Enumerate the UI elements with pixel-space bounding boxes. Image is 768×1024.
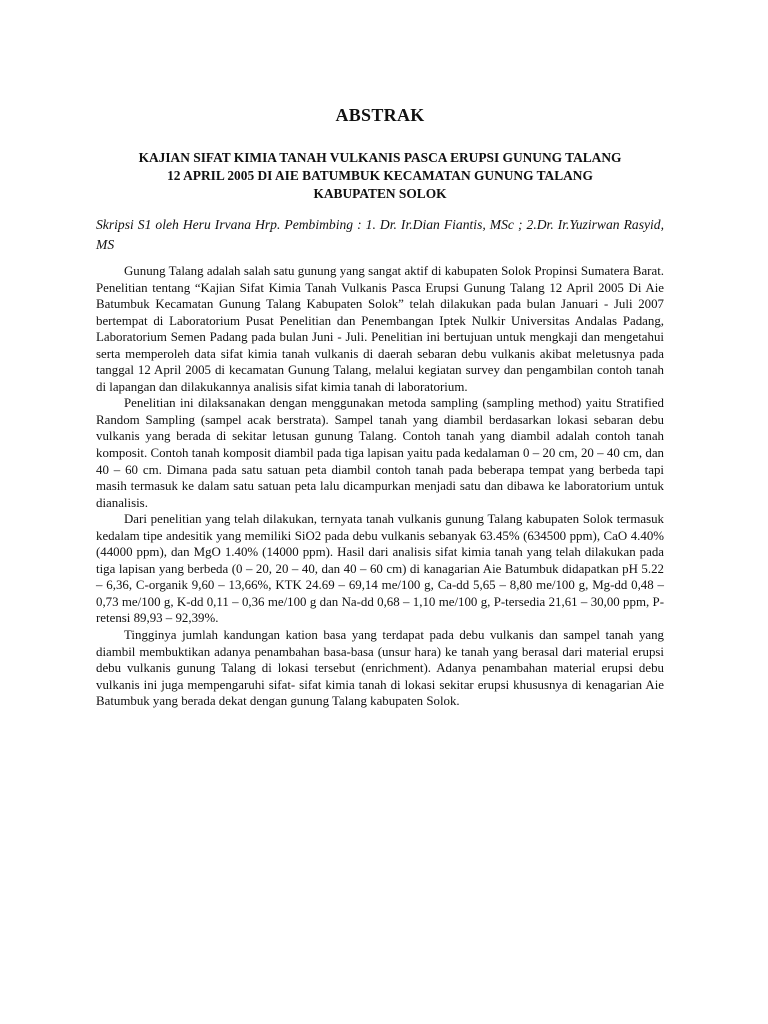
title-line: KABUPATEN SOLOK [313,186,447,201]
document-title [96,149,664,203]
paragraph: Penelitian ini dilaksanakan dengan menggunakan metoda sampling (sampling method) yaitu Stratified Random Sampling (sampel acak berstrata). Sampel tanah yang diambil berdasarkan lokasi sebaran debu vulkanis yang berada di sekitar letusan gunung Talang. Contoh tanah yang diambil adalah contoh tanah komposit. Contoh tanah komposit diambil pada tiga lapisan yaitu pada kedalaman 0 – 20 cm, 20 – 40 cm, dan 40 – 60 cm. Dimana pada satu satuan peta diambil contoh tanah pada beberapa tempat yang berbeda tapi masih termasuk ke dalam satu satuan peta lalu dicampurkan menjadi satu dan dibawa ke laboratorium untuk dianalisis. [96,396,664,510]
abstract-heading: ABSTRAK [335,105,425,125]
paragraph: Dari penelitian yang telah dilakukan, ternyata tanah vulkanis gunung Talang kabupaten Solok termasuk kedalam tipe andesitik yang memiliki SiO2 pada debu vulkanis sebanyak 63.45% (634500 ppm), CaO 4.40% (44000 ppm), dan MgO 1.40% (14000 ppm). Hasil dari analisis sifat kimia tanah yang telah dilakukan pada tiga lapisan yang berbeda (0 – 20, 20 – 40, dan 40 – 60 cm) di kanagarian Aie Batumbuk didapatkan pH 5.22 – 6,36, C-organik 9,60 – 13,66%, KTK 24.69 – 69,14 me/100 g, Ca-dd 5,65 – 8,80 me/100 g, Mg-dd 0,48 – 0,73 me/100 g, K-dd 0,11 – 0,36 me/100 g dan Na-dd 0,68 – 1,10 me/100 g, P-tersedia 21,61 – 30,00 ppm, P-retensi 89,93 – 92,39%. [96,512,664,626]
title-line: KAJIAN SIFAT KIMIA TANAH VULKANIS PASCA ERUPSI GUNUNG TALANG [138,150,622,165]
paragraph: Gunung Talang adalah salah satu gunung yang sangat aktif di kabupaten Solok Propinsi Sumatera Barat. Penelitian tentang “Kajian Sifat Kimia Tanah Vulkanis Pasca Erupsi Gunung Talang 12 April 2005 Di Aie Batumbuk Kecamatan Gunung Talang Kabupaten Solok” telah dilakukan pada bulan Januari - Juli 2007 bertempat di Laboratorium Pusat Penelitian dan Penembangan Iptek Nulkir Universitas Andalas Padang, Laboratorium Semen Padang pada bulan Juni - Juli. Penelitian ini bertujuan untuk mengkaji dan mengetahui serta memperoleh data sifat kimia tanah vulkanis di daerah sebaran debu vulkanis akibat meletusnya pada tanggal 12 April 2005 di kecamatan Gunung Talang, melalui kegiatan survey dan pengambilan contoh tanah di lapangan dan dilakukannya analisis sifat kimia tanah di laboratorium. [96,264,664,394]
title-line: 12 APRIL 2005 DI AIE BATUMBUK KECAMATAN GUNUNG TALANG [167,168,593,183]
abstract-body [96,263,664,710]
author-byline: Skripsi S1 oleh Heru Irvana Hrp. Pembimbing : 1. Dr. Ir.Dian Fiantis, MSc ; 2.Dr. Ir.Yuzirwan Rasyid, MS [96,217,664,252]
paragraph: Tingginya jumlah kandungan kation basa yang terdapat pada debu vulkanis dan sampel tanah yang diambil membuktikan adanya penambahan basa-basa (unsur hara) ke tanah yang berasal dari material erupsi debu vulkanis gunung Talang di lokasi tersebut (enrichment). Adanya penambahan material erupsi debu vulkanis ini juga mempengaruhi sifat- sifat kimia tanah di lokasi sekitar erupsi khususnya di kenagarian Aie Batumbuk yang berada dekat dengan gunung Talang kabupaten Solok. [96,628,664,709]
